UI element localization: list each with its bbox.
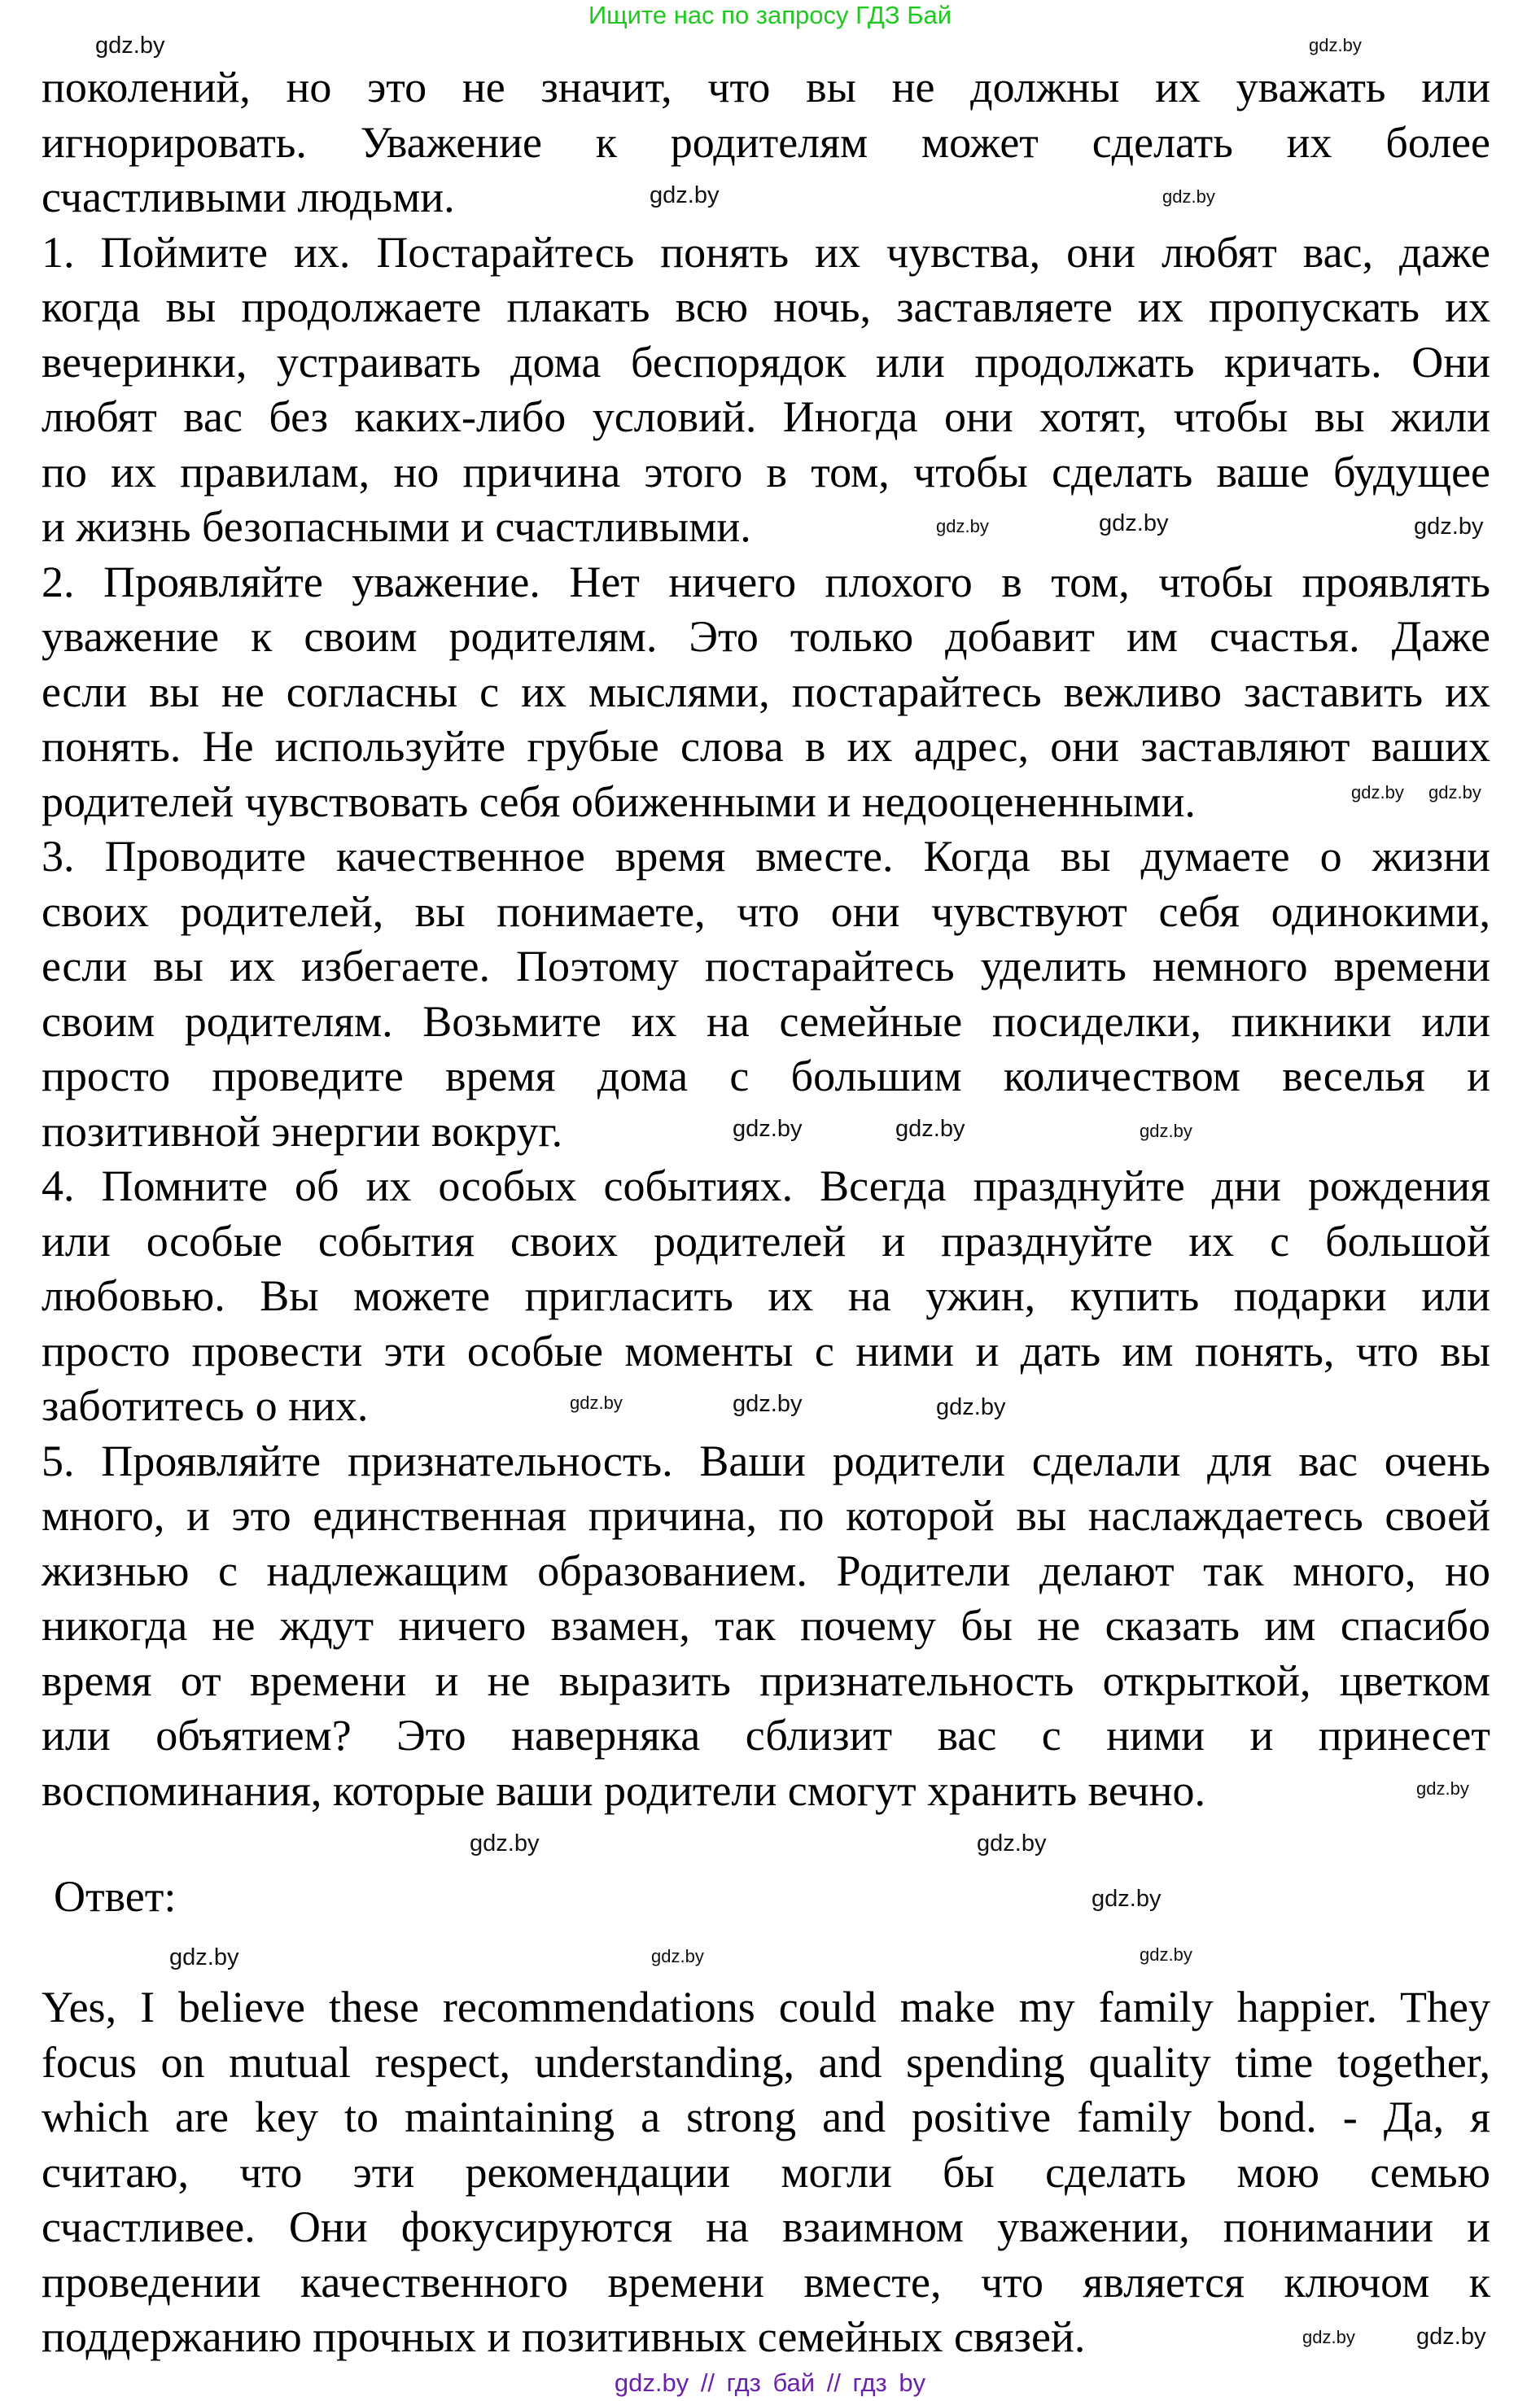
text-line: проведении качественного времени вместе, что является ключом к: [42, 2257, 1490, 2307]
exercise-text: [42, 60, 1490, 1818]
text-line: если вы не согласны с их мыслями, постарайтесь вежливо заставить их: [42, 667, 1490, 716]
text-line: Yes, I believe these recommendations could make my family happier. They: [42, 1983, 1490, 2031]
text-line: вечеринки, устраивать дома беспорядок или продолжать кричать. Они: [42, 337, 1490, 387]
watermark: gdz.by: [733, 1116, 803, 1142]
watermark: gdz.by: [1414, 514, 1484, 540]
watermark: gdz.by: [1351, 782, 1404, 803]
text-line: много, и это единственная причина, по которой вы наслаждаетесь своей: [42, 1491, 1490, 1540]
paragraph: [42, 829, 1490, 1159]
text-line: своих родителей, вы понимаете, что они чувствуют себя одинокими,: [42, 886, 1490, 936]
watermark: gdz.by: [1099, 510, 1169, 536]
watermark: gdz.by: [470, 1830, 540, 1857]
text-line: просто провести эти особые моменты с ними и дать им понять, что вы: [42, 1326, 1490, 1375]
text-line: 4. Помните об их особых событиях. Всегда празднуйте дни рождения: [42, 1161, 1490, 1210]
watermark: gdz.by: [1140, 1121, 1192, 1141]
text-line: по их правилам, но причина этого в том, чтобы сделать ваше будущее: [42, 447, 1490, 496]
text-line: заботитесь о них.: [42, 1381, 369, 1430]
watermark: gdz.by: [1428, 782, 1481, 803]
search-hint-banner: Ищите нас по запросу ГДЗ Бай: [588, 1, 952, 29]
watermark: gdz.by: [1140, 1944, 1192, 1965]
text-line: понять. Не используйте грубые слова в их адрес, они заставляют ваших: [42, 722, 1490, 771]
text-line: игнорировать. Уважение к родителям может сделать их более: [42, 117, 1490, 167]
text-line: воспоминания, которые ваши родители смогут хранить вечно.: [42, 1765, 1205, 1815]
text-line: родителей чувствовать себя обиженными и недооцененными.: [42, 776, 1196, 826]
text-line: если вы их избегаете. Поэтому постарайтесь уделить немного времени: [42, 942, 1490, 991]
text-line: любят вас без каких-либо условий. Иногда они хотят, чтобы вы жили: [42, 392, 1490, 441]
watermark: gdz.by: [570, 1393, 623, 1413]
watermark: gdz.by: [95, 33, 165, 59]
watermark: gdz.by: [733, 1391, 803, 1417]
text-line: когда вы продолжаете плакать всю ночь, заставляете их пропускать их: [42, 282, 1490, 331]
text-line: своим родителям. Возьмите их на семейные посиделки, пикники или: [42, 996, 1490, 1046]
answer-label: Ответ:: [54, 1872, 177, 1921]
text-line: или особые события своих родителей и празднуйте их с большой: [42, 1216, 1490, 1266]
watermark: gdz.by: [895, 1116, 965, 1142]
watermark: gdz.by: [651, 1946, 704, 1966]
paragraph: [42, 555, 1490, 830]
text-line: и жизнь безопасными и счастливыми.: [42, 502, 751, 551]
text-line: любовью. Вы можете пригласить их на ужин, купить подарки или: [42, 1271, 1490, 1320]
text-line: focus on mutual respect, understanding, and spending quality time together,: [42, 2037, 1490, 2087]
text-line: 1. Поймите их. Постарайтесь понять их чувства, они любят вас, даже: [42, 227, 1490, 277]
watermark: gdz.by: [1092, 1886, 1162, 1912]
watermark: gdz.by: [169, 1944, 239, 1970]
text-line: счастливыми людьми.: [42, 173, 455, 221]
text-line: жизнью с надлежащим образованием. Родители делают так много, но: [42, 1546, 1490, 1595]
text-line: 5. Проявляйте признательность. Ваши родители сделали для вас очень: [42, 1436, 1490, 1485]
text-line: поддержанию прочных и позитивных семейных связей.: [42, 2312, 1086, 2361]
watermark: gdz.by: [1416, 1778, 1469, 1799]
paragraph: [42, 1434, 1490, 1819]
watermark: gdz.by: [1309, 35, 1362, 55]
paragraph: [42, 60, 1490, 225]
footer-links[interactable]: gdz.by // гдз бай // гдз by: [614, 2368, 926, 2397]
answer-text: [42, 1980, 1490, 2365]
watermark: gdz.by: [1162, 186, 1215, 207]
text-line: поколений, но это не значит, что вы не должны их уважать или: [42, 63, 1490, 112]
text-line: which are key to maintaining a strong and positive family bond. - Да, я: [42, 2093, 1490, 2141]
text-line: уважение к своим родителям. Это только добавит им счастья. Даже: [42, 612, 1490, 661]
text-line: счастливее. Они фокусируются на взаимном уважении, понимании и: [42, 2202, 1490, 2251]
watermark: gdz.by: [650, 182, 720, 208]
text-line: никогда не ждут ничего взамен, так почему бы не сказать им спасибо: [42, 1601, 1490, 1650]
watermark: gdz.by: [1302, 2327, 1355, 2347]
watermark: gdz.by: [936, 1394, 1006, 1420]
watermark: gdz.by: [977, 1830, 1047, 1857]
watermark: gdz.by: [936, 516, 989, 536]
paragraph: [42, 225, 1490, 555]
text-line: считаю, что эти рекомендации могли бы сделать мою семью: [42, 2147, 1490, 2197]
text-line: просто проведите время дома с большим количеством веселья и: [42, 1052, 1490, 1100]
text-line: 2. Проявляйте уважение. Нет ничего плохого в том, чтобы проявлять: [42, 557, 1490, 606]
text-line: 3. Проводите качественное время вместе. Когда вы думаете о жизни: [42, 832, 1490, 881]
text-line: время от времени и не выразить признательность открыткой, цветком: [42, 1655, 1490, 1705]
text-line: позитивной энергии вокруг.: [42, 1106, 563, 1156]
text-line: или объятием? Это наверняка сблизит вас с ними и принесет: [42, 1711, 1490, 1760]
watermark: gdz.by: [1416, 2324, 1486, 2350]
